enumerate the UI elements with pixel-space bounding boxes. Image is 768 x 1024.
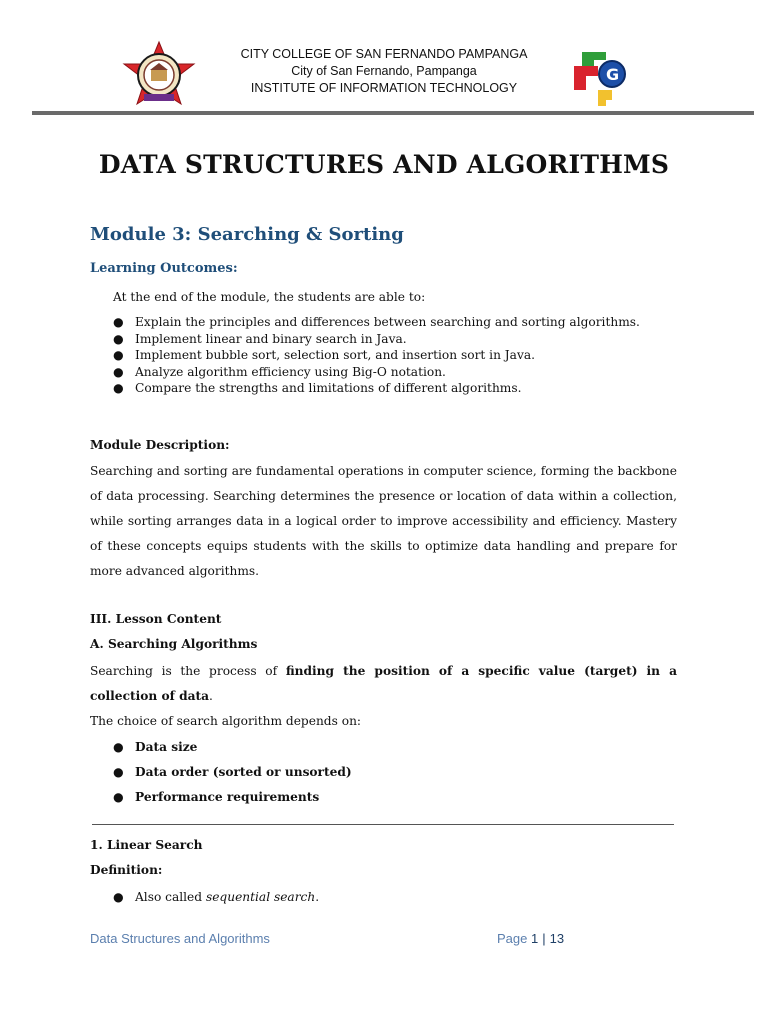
svg-text:G: G (606, 65, 620, 84)
college-city: City of San Fernando, Pampanga (291, 64, 477, 78)
searching-definition: Searching is the process of finding the position of a specific value (target) in a collection of data. (90, 664, 677, 703)
college-name: CITY COLLEGE OF SAN FERNANDO PAMPANGA (240, 47, 528, 61)
list-item: ● Data size (113, 735, 352, 760)
definition-list (113, 885, 319, 910)
learning-outcomes-intro: At the end of the module, the students are able to: (113, 290, 426, 304)
learning-outcomes-list (113, 314, 640, 397)
header-divider (32, 111, 754, 115)
institution-header (200, 46, 568, 97)
list-item: ● Implement bubble sort, selection sort, and insertion sort in Java. (113, 348, 535, 362)
module-description-text: Searching and sorting are fundamental operations in computer science, forming the backbone of data processing. Searching determines the presence or location of data within a collection, while sorting arranges data in a logical order to improve accessibility and efficiency. Mastery of these concepts equips students with the skills to optimize data handling and prepare for more advanced algorithms. (90, 464, 677, 578)
it-institute-logo (572, 46, 632, 108)
definition-heading: Definition: (90, 863, 163, 877)
list-item: ● Also called sequential search. (113, 885, 319, 910)
searching-algorithms-heading: A. Searching Algorithms (90, 637, 258, 651)
list-item: ● Explain the principles and differences between searching and sorting algorithms. (113, 315, 640, 329)
bullet-icon: ● (113, 381, 124, 395)
module-description-heading: Module Description: (90, 438, 230, 452)
bullet-icon: ● (113, 790, 124, 804)
list-item: ● Implement linear and binary search in Java. (113, 331, 407, 346)
bullet-icon: ● (113, 740, 124, 754)
list-item: ● Analyze algorithm efficiency using Big-O notation. (113, 364, 446, 379)
list-item: ● Data order (sorted or unsorted) (113, 760, 352, 785)
list-item: ● Compare the strengths and limitations of different algorithms. (113, 381, 522, 395)
institute-name: INSTITUTE OF INFORMATION TECHNOLOGY (250, 81, 518, 95)
criteria-list (113, 735, 352, 810)
learning-outcomes-heading: Learning Outcomes: (90, 261, 238, 276)
page-number: Page 1 | 13 (497, 931, 565, 946)
bullet-icon: ● (113, 364, 124, 379)
list-item: ● Performance requirements (113, 785, 352, 810)
bullet-icon: ● (113, 890, 124, 904)
choice-text: The choice of search algorithm depends on: (90, 714, 362, 728)
document-title: DATA STRUCTURES AND ALGORITHMS (98, 150, 670, 179)
linear-search-heading: 1. Linear Search (90, 838, 203, 852)
section-divider (92, 824, 674, 825)
bullet-icon: ● (113, 315, 124, 329)
bullet-icon: ● (113, 765, 124, 779)
footer-course-title: Data Structures and Algorithms (90, 931, 270, 946)
lesson-content-heading: III. Lesson Content (90, 612, 222, 626)
module-title: Module 3: Searching & Sorting (90, 224, 404, 245)
college-seal-logo (122, 40, 196, 108)
bullet-icon: ● (113, 331, 124, 346)
bullet-icon: ● (113, 348, 124, 362)
